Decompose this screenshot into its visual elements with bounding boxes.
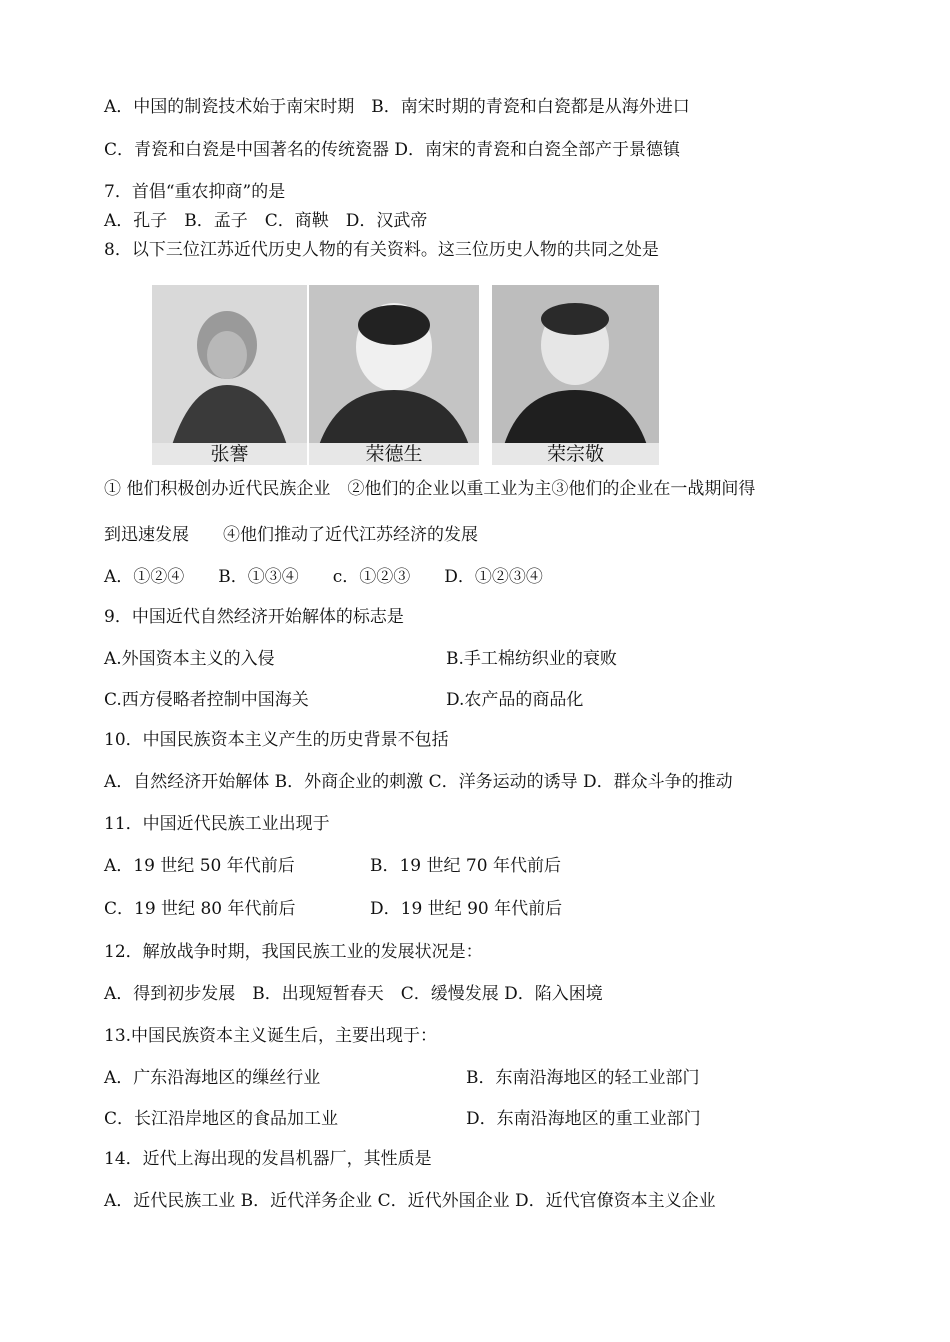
portrait-3-image [492,285,659,465]
q13-option-c: C．长江沿岸地区的食品加工业 [104,1109,339,1129]
q7-options: A．孔子 B．孟子 C．商鞅 D．汉武帝 [104,211,428,231]
q14-stem: 14．近代上海出现的发昌机器厂，其性质是 [104,1149,432,1169]
q13-option-b: B．东南沿海地区的轻工业部门 [466,1068,700,1088]
portrait-1 [152,285,307,465]
q14-options: A．近代民族工业 B．近代洋务企业 C．近代外国企业 D．近代官僚资本主义企业 [104,1191,716,1211]
q7-stem: 7．首倡“重农抑商”的是 [104,182,286,202]
q11-option-b: B．19 世纪 70 年代前后 [370,856,561,876]
q12-options: A．得到初步发展 B．出现短暂春天 C．缓慢发展 D．陷入困境 [104,984,603,1004]
q9-option-a: A.外国资本主义的入侵 [104,649,275,669]
q11-option-a: A．19 世纪 50 年代前后 [104,856,295,876]
q13-option-a: A．广东沿海地区的缫丝行业 [104,1068,321,1088]
portrait-2-caption: 荣德生 [309,443,479,465]
q10-options: A．自然经济开始解体 B．外商企业的刺激 C．洋务运动的诱导 D．群众斗争的推动 [104,772,733,792]
portrait-3-caption: 荣宗敬 [492,443,659,465]
portrait-3 [492,285,659,465]
portrait-2-image [309,285,479,465]
q9-option-b: B.手工棉纺织业的衰败 [446,649,617,669]
q12-stem: 12．解放战争时期，我国民族工业的发展状况是： [104,942,483,962]
portrait-1-caption: 张謇 [152,443,307,465]
q13-stem: 13.中国民族资本主义诞生后，主要出现于： [104,1026,438,1046]
q8-options: A．①②④ B．①③④ c．①②③ D．①②③④ [104,567,543,587]
q6-options-line1: A．中国的制瓷技术始于南宋时期 B．南宋时期的青瓷和白瓷都是从海外进口 [104,97,690,117]
q6-options-line2: C．青瓷和白瓷是中国著名的传统瓷器 D．南宋的青瓷和白瓷全部产于景德镇 [104,140,681,160]
q11-stem: 11．中国近代民族工业出现于 [104,814,330,834]
q8-statements-line2: 到迅速发展 ④他们推动了近代江苏经济的发展 [104,525,478,545]
q8-portraits-figure [152,285,659,465]
q9-option-c: C.西方侵略者控制中国海关 [104,690,309,710]
portrait-2 [309,285,479,465]
q8-stem: 8．以下三位江苏近代历史人物的有关资料。这三位历史人物的共同之处是 [104,240,659,260]
q9-stem: 9．中国近代自然经济开始解体的标志是 [104,607,404,627]
q11-option-c: C．19 世纪 80 年代前后 [104,899,296,919]
q9-option-d: D.农产品的商品化 [446,690,584,710]
q8-statements-line1: ① 他们积极创办近代民族企业 ②他们的企业以重工业为主③他们的企业在一战期间得 [104,479,756,499]
q11-option-d: D．19 世纪 90 年代前后 [370,899,563,919]
q13-option-d: D．东南沿海地区的重工业部门 [466,1109,701,1129]
portrait-1-image [152,285,307,465]
q10-stem: 10．中国民族资本主义产生的历史背景不包括 [104,730,449,750]
